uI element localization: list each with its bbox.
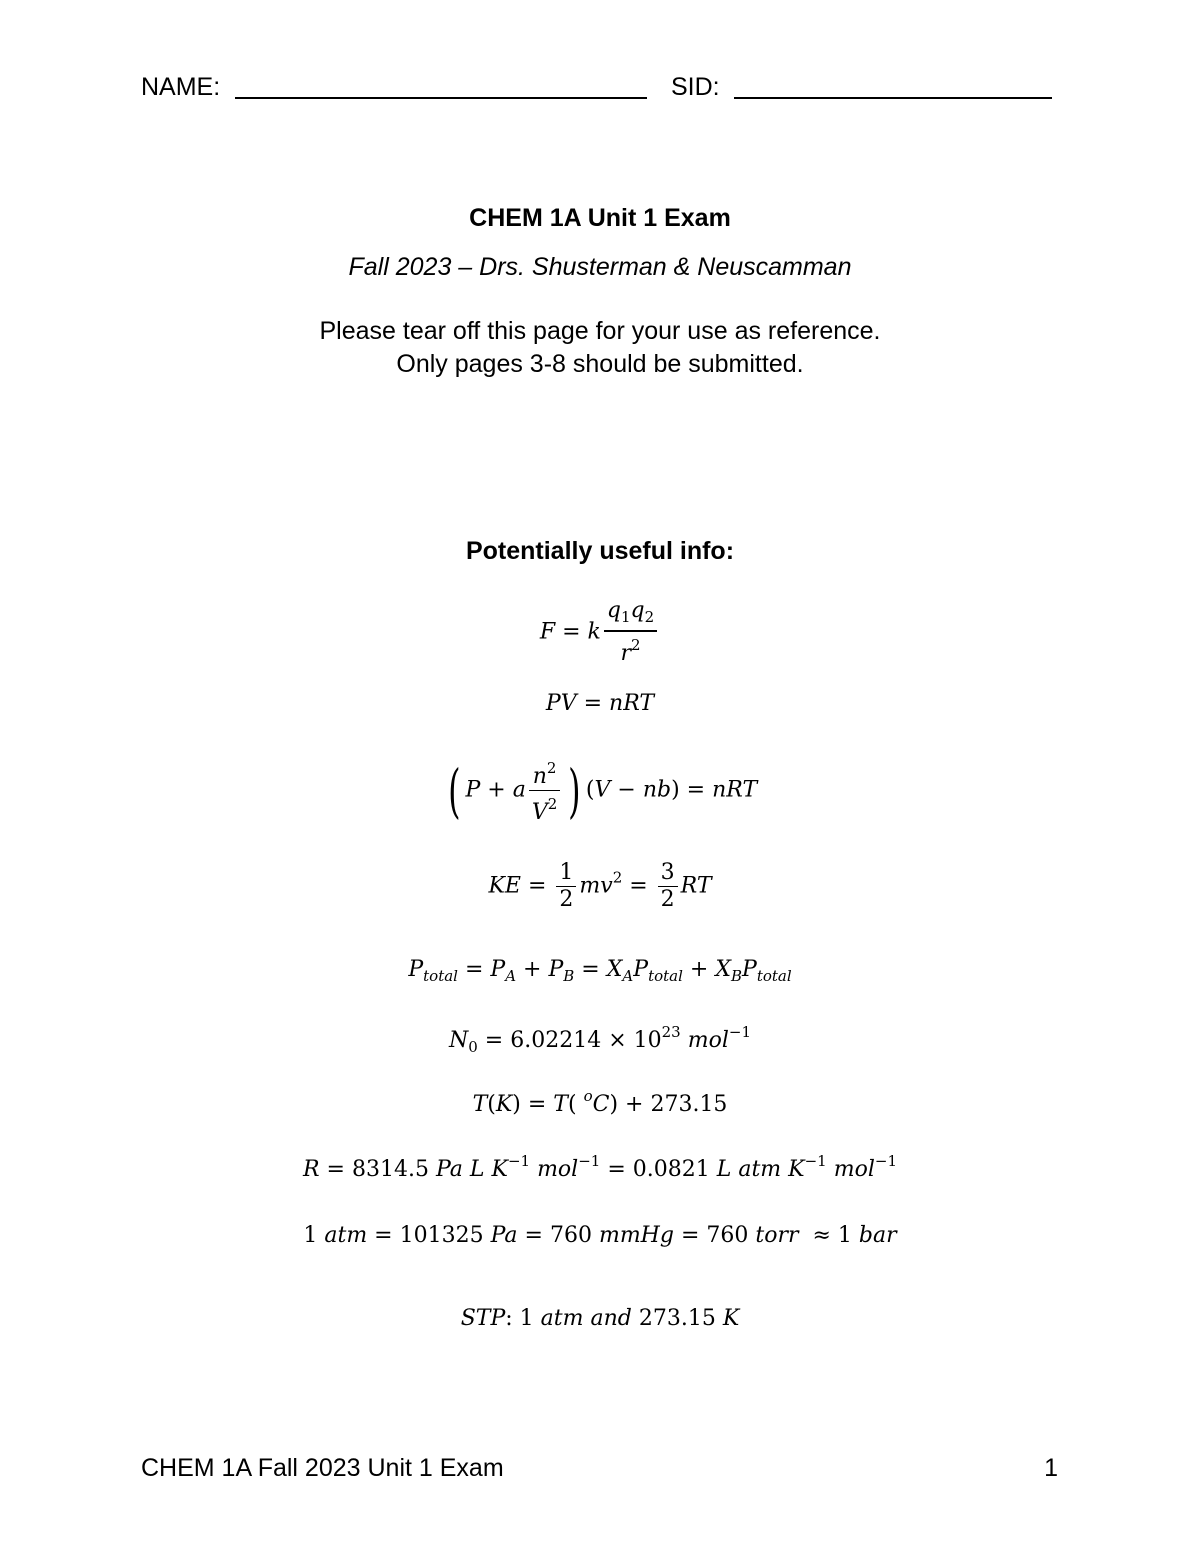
temp-offset: 273.15 bbox=[650, 1092, 728, 1117]
r-atm-value: 0.0821 bbox=[632, 1157, 710, 1182]
sid-label: SID: bbox=[671, 73, 720, 101]
atm-pa-value: 101325 bbox=[399, 1223, 484, 1248]
exam-title: CHEM 1A Unit 1 Exam bbox=[469, 204, 731, 232]
atm-torr-value: 760 bbox=[706, 1223, 749, 1248]
equation-coulomb: F = k $\frac{q_1q_2}{r^2}$ bbox=[0, 598, 1200, 667]
instruction-line-2: Only pages 3-8 should be submitted. bbox=[396, 350, 804, 378]
name-field[interactable] bbox=[235, 97, 647, 99]
avogadro-exponent: 23 bbox=[661, 1023, 681, 1041]
equation-ideal-gas: PV = nRT bbox=[545, 691, 655, 716]
instruction-line-1: Please tear off this page for your use as reference. bbox=[319, 317, 881, 345]
equation-dalton: $P_{total} = P_A + P_B = X_AP_{total} + X_BP_{total}$ bbox=[408, 957, 792, 985]
equation-kinetic-energy: KE = $\frac{1}{2}$ $mv^2$ = $\frac{3}{2}$ RT bbox=[488, 860, 712, 912]
equation-temperature: T(K) = T( $^o$C) + 273.15 bbox=[472, 1087, 728, 1117]
equation-gas-constant: R = 8314.5 Pa L $K^{-1}$ mol$^{-1}$ = 0.0821 L atm $K^{-1}$ mol$^{-1}$ bbox=[302, 1152, 898, 1182]
equation-stp: STP: 1 atm and 273.15 K bbox=[460, 1306, 740, 1331]
equation-van-der-waals: ( P + a $\frac{n^2}{V^2}$ ) (V − nb) = nRT bbox=[447, 756, 758, 825]
name-label: NAME: bbox=[141, 73, 221, 101]
stp-atm-value: 1 bbox=[519, 1306, 534, 1331]
sid-field[interactable] bbox=[734, 97, 1052, 99]
info-heading: Potentially useful info: bbox=[465, 537, 735, 565]
page-number: 1 bbox=[1044, 1454, 1058, 1482]
atm-mmhg-value: 760 bbox=[549, 1223, 592, 1248]
exam-subtitle: Fall 2023 – Drs. Shusterman & Neuscamman bbox=[348, 253, 852, 281]
equation-pressure-units: 1 atm = 101325 Pa = 760 mmHg = 760 torr ≈ 1 bar bbox=[303, 1223, 897, 1248]
equation-avogadro: $N_0 = 6.02214 \times 10^{23}$ mol$^{-1}$ bbox=[449, 1023, 751, 1056]
avogadro-value: 6.02214 bbox=[510, 1028, 602, 1053]
r-pa-value: 8314.5 bbox=[351, 1157, 429, 1182]
stp-temp-value: 273.15 bbox=[638, 1306, 716, 1331]
footer-title: CHEM 1A Fall 2023 Unit 1 Exam bbox=[141, 1454, 504, 1482]
